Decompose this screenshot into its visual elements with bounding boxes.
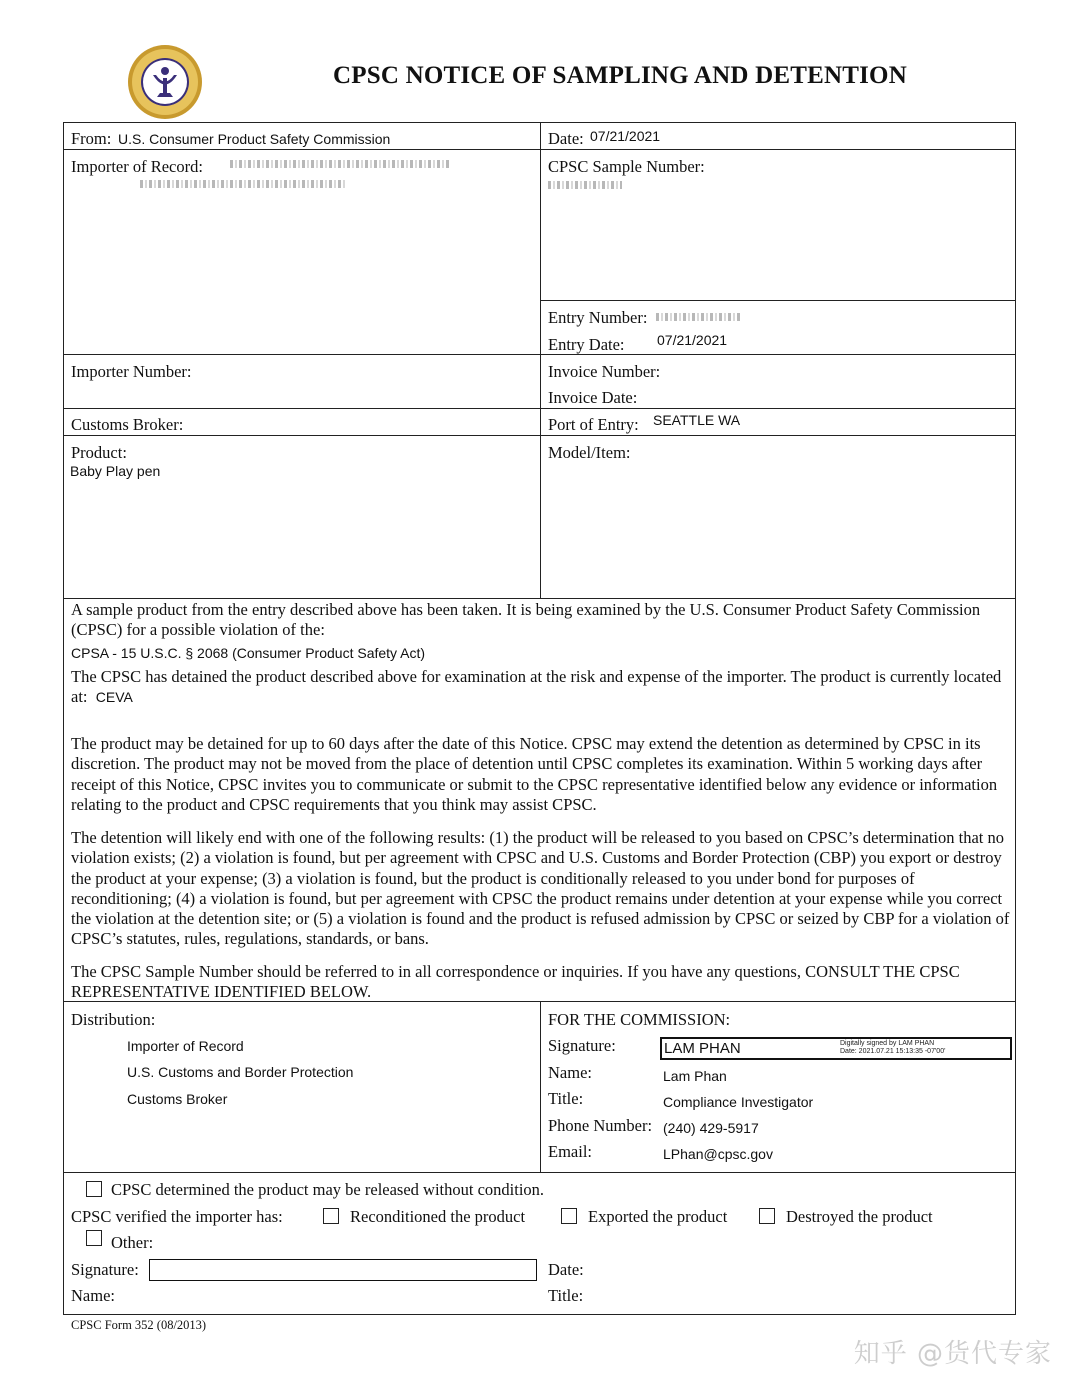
from-value: U.S. Consumer Product Safety Commission — [118, 131, 391, 147]
detention-location-value: CEVA — [95, 689, 133, 706]
verified-label: CPSC verified the importer has: — [71, 1207, 283, 1226]
consult-paragraph: The CPSC Sample Number should be referred to in all correspondence or inquiries. If you have any questions, CONSULT THE CPSC REPRESENTATIVE IDENTIFIED BELOW. — [71, 962, 960, 1002]
divider — [63, 1172, 1016, 1173]
cpsc-sample-number-label: CPSC Sample Number: — [548, 157, 705, 176]
entry-date-label: Entry Date: — [548, 335, 625, 354]
commission-signature-label: Signature: — [548, 1036, 616, 1055]
release-date-label: Date: — [548, 1260, 584, 1279]
distribution-label: Distribution: — [71, 1010, 156, 1029]
invoice-number-label: Invoice Number: — [548, 362, 661, 381]
commission-email-value: LPhan@cpsc.gov — [663, 1146, 773, 1162]
digital-signature-field[interactable] — [660, 1037, 1012, 1060]
divider — [540, 1001, 541, 1172]
redacted-entry-number — [656, 313, 742, 321]
commission-phone-label: Phone Number: — [548, 1116, 653, 1135]
commission-phone-value: (240) 429-5917 — [663, 1120, 759, 1136]
redacted-importer-name — [230, 160, 450, 168]
date-label: Date: — [548, 129, 584, 148]
importer-number-label: Importer Number: — [71, 362, 192, 381]
commission-email-label: Email: — [548, 1142, 592, 1161]
commission-name-value: Lam Phan — [663, 1068, 727, 1084]
invoice-date-label: Invoice Date: — [548, 388, 638, 407]
released-without-condition-checkbox[interactable] — [86, 1181, 102, 1197]
watermark-text: 知乎 @货代专家 — [853, 1339, 1052, 1369]
customs-broker-label: Customs Broker: — [71, 415, 184, 434]
divider — [540, 122, 541, 598]
cpsc-seal-logo — [127, 44, 203, 120]
detention-location-paragraph — [71, 667, 1015, 708]
commission-name-label: Name: — [548, 1063, 592, 1082]
detention-location-text: The CPSC has detained the product described above for examination at the risk and expense of the importer. The product is currently located at: — [71, 667, 1002, 707]
port-of-entry-value: SEATTLE WA — [653, 412, 741, 428]
commission-title-label: Title: — [548, 1089, 584, 1108]
violation-citation: CPSA - 15 U.S.C. § 2068 (Consumer Product Safety Act) — [71, 645, 426, 661]
sample-taken-paragraph: A sample product from the entry described above has been taken. It is being examined by the U.S. Consumer Product Safety Commission (CPSC) for a possible violation of the: — [71, 600, 981, 640]
signature-value: LAM PHAN — [664, 1040, 741, 1057]
importer-of-record-label: Importer of Record: — [71, 157, 203, 176]
release-title-label: Title: — [548, 1286, 584, 1305]
redacted-sample-number — [548, 181, 622, 189]
destroyed-label: Destroyed the product — [786, 1207, 933, 1226]
reconditioned-label: Reconditioned the product — [350, 1207, 526, 1226]
product-label: Product: — [71, 443, 127, 462]
port-of-entry-label: Port of Entry: — [548, 415, 639, 434]
entry-number-label: Entry Number: — [548, 308, 648, 327]
reconditioned-checkbox[interactable] — [323, 1208, 339, 1224]
commission-title-value: Compliance Investigator — [663, 1094, 814, 1110]
release-signature-field[interactable] — [149, 1259, 537, 1281]
redacted-importer-address — [140, 180, 345, 188]
digital-signature-date: Date: 2021.07.21 15:13:35 -07'00' — [840, 1048, 946, 1055]
detention-results-paragraph: The detention will likely end with one of the following results: (1) the product will be released to you based on CPSC’s determination that no violation exists; (2) a violation is found, but per agreement with CPSC and U.S. Customs and Border Protection (CBP) you export or destroy the product at your expense; (3) a violation is found, but the product is conditionally released to you under bond for purposes of reconditioning; (4) a violation is found, but per agreement with CPSC the product remains under detention at your expense while you correct the violation at the detention site; or (5) a violation is found and the product is refused admission by CPSC or seized by CBP for a violation of CPSC’s statutes, rules, regulations, standards, or bans. — [71, 828, 1010, 949]
release-signature-label: Signature: — [71, 1260, 139, 1279]
exported-label: Exported the product — [588, 1207, 728, 1226]
detention-period-paragraph: The product may be detained for up to 60 days after the date of this Notice. CPSC may extend the detention as determined by CPSC in its discretion. The product may not be moved from the place of detention until CPSC completes its examination. Within 5 working days after receipt of this Notice, CPSC invites you to communicate or submit to the CPSC representative identified below any evidence or information relating to the product and CPSC requirements that you think may assist CPSC. — [71, 734, 998, 814]
document-title: CPSC NOTICE OF SAMPLING AND DETENTION — [333, 62, 907, 89]
commission-label: FOR THE COMMISSION: — [548, 1010, 731, 1029]
divider — [540, 300, 1016, 301]
distribution-item: Customs Broker — [127, 1091, 228, 1107]
digital-signature-line: Digitally signed by LAM PHAN — [840, 1040, 935, 1047]
product-value: Baby Play pen — [70, 463, 161, 479]
other-label: Other: — [111, 1233, 154, 1252]
form-number: CPSC Form 352 (08/2013) — [71, 1318, 207, 1332]
exported-checkbox[interactable] — [561, 1208, 577, 1224]
other-checkbox[interactable] — [86, 1230, 102, 1246]
release-name-label: Name: — [71, 1286, 115, 1305]
distribution-item: Importer of Record — [127, 1038, 244, 1054]
destroyed-checkbox[interactable] — [759, 1208, 775, 1224]
date-value: 07/21/2021 — [590, 128, 661, 144]
model-item-label: Model/Item: — [548, 443, 631, 462]
from-label: From: — [71, 129, 112, 148]
distribution-item: U.S. Customs and Border Protection — [127, 1064, 354, 1080]
entry-date-value: 07/21/2021 — [657, 332, 728, 348]
divider — [63, 598, 1016, 599]
released-without-condition-label: CPSC determined the product may be released without condition. — [111, 1180, 545, 1199]
